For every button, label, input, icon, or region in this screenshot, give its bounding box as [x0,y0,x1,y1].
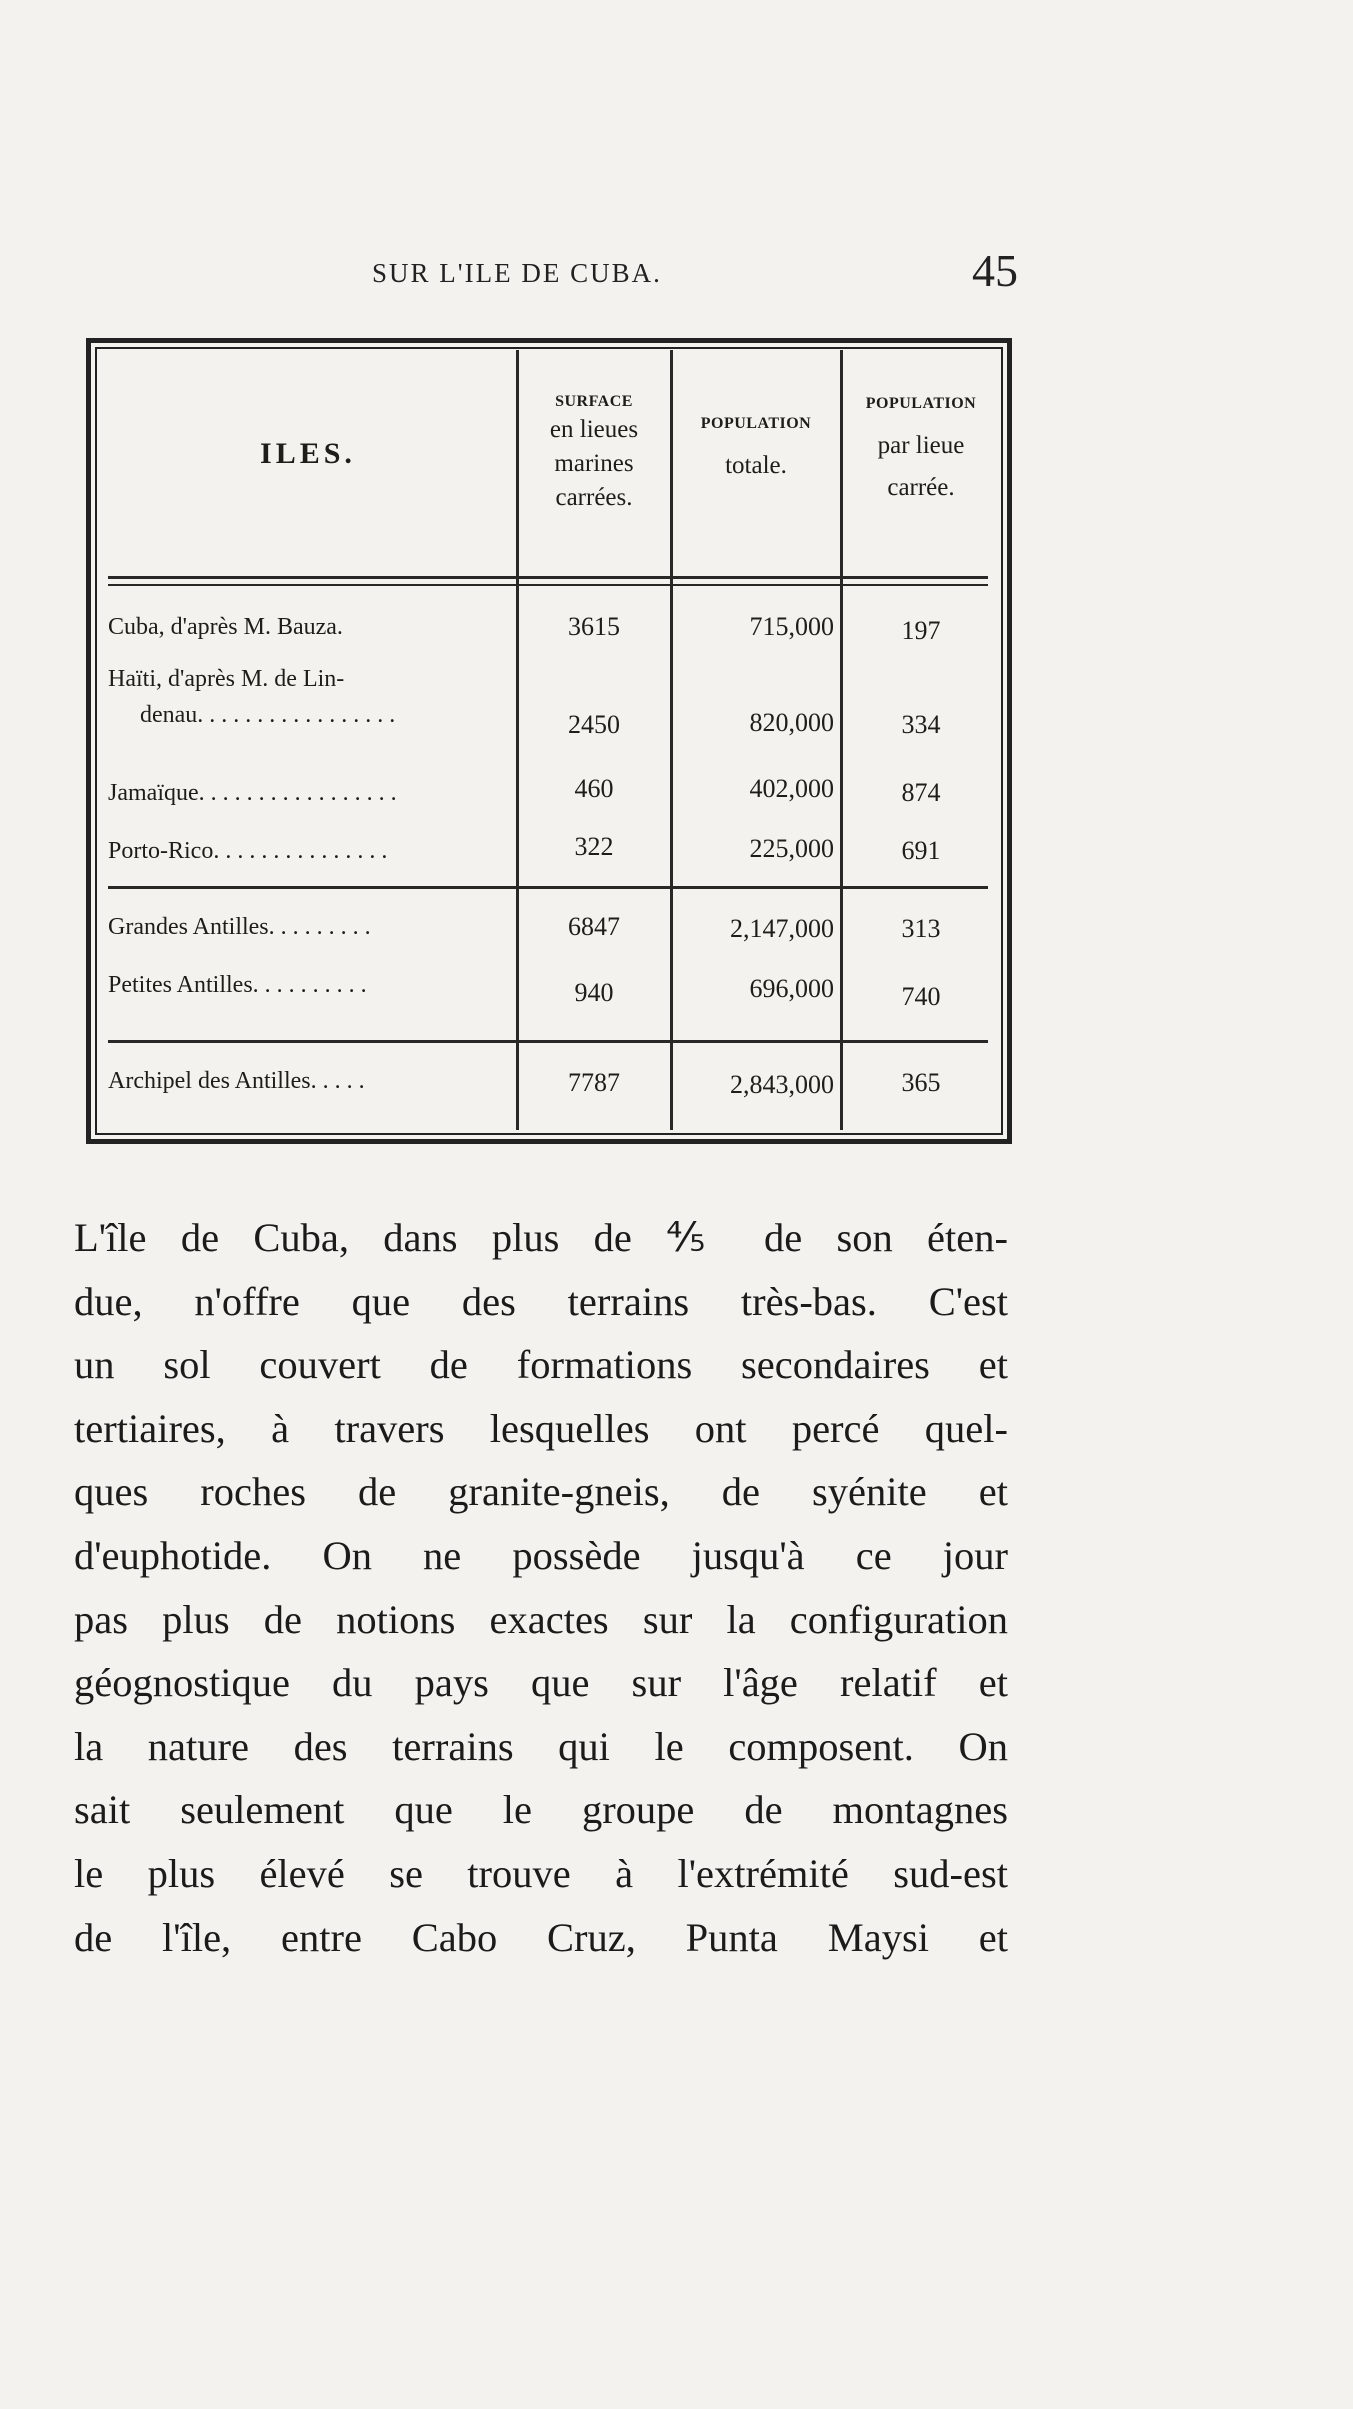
text-line: un sol couvert de formations secondaires et [74,1342,1008,1388]
row-surface: 322 [574,832,614,861]
row-island-name: Petites Antilles. . . . . . . . . . [108,972,367,998]
row-island-name: Cuba, d'après M. Bauza. [108,614,343,640]
group-rule [108,886,988,889]
row-island-name: Jamaïque. . . . . . . . . . . . . . . . . [108,780,397,806]
row-population: 2,147,000 [730,914,834,943]
column-header-density [844,394,998,503]
column-header-line: en lieues [549,416,639,444]
row-density: 365 [901,1068,941,1097]
row-surface: 2450 [568,710,620,739]
table-row [100,662,998,762]
header-rule [108,584,988,586]
body-paragraph [74,1206,1008,1969]
row-surface: 460 [574,774,614,803]
row-island-name: Porto-Rico. . . . . . . . . . . . . . . [108,838,388,864]
column-header-caps: SURFACE [555,393,633,410]
column-header-iles: ILES. [260,437,356,470]
column-header-line: marines [554,450,634,478]
row-density: 313 [901,914,941,943]
text-line: L'île de Cuba, dans plus de ⅘ de son éten- [74,1215,1008,1260]
row-density: 197 [901,616,941,645]
row-population: 715,000 [749,612,834,641]
text-line: le plus élevé se trouve à l'extrémité sud-est [74,1850,1008,1896]
table-row [100,900,998,960]
table-row [100,816,998,876]
text-line: ques roches de granite-gneis, de syénite et [74,1469,1008,1515]
row-density: 740 [901,982,941,1011]
row-surface: 7787 [568,1068,620,1097]
row-surface: 3615 [568,612,620,641]
row-population: 225,000 [749,834,834,863]
text-line: due, n'offre que des terrains très-bas. C'est [74,1278,1008,1324]
islands-table [100,350,998,1130]
row-island-name: Grandes Antilles. . . . . . . . . [108,914,371,940]
row-population: 2,843,000 [730,1070,834,1099]
column-header-line: carrées. [555,484,633,512]
row-density: 691 [901,836,941,865]
text-line: de l'île, entre Cabo Cruz, Punta Maysi et [74,1914,1008,1960]
row-population: 820,000 [749,708,834,737]
table-row [100,608,998,668]
header-rule [108,576,988,579]
column-header-line: carrée. [887,474,955,502]
page-number: 45 [972,245,1018,296]
row-surface: 6847 [568,912,620,941]
table-row [100,968,998,1028]
row-island-name: Haïti, d'après M. de Lin- [108,666,345,692]
column-header-caps: POPULATION [700,415,812,432]
column-header-caps: POPULATION [865,395,977,412]
column-header-surface [520,392,668,513]
column-header-line: totale. [725,452,787,480]
running-header-title: SUR L'ILE DE CUBA. [372,258,662,288]
row-population: 402,000 [749,774,834,803]
column-header-line: par lieue [877,432,965,460]
row-density: 874 [901,778,941,807]
text-line: pas plus de notions exactes sur la configuration [74,1596,1008,1642]
text-line: d'euphotide. On ne possède jusqu'à ce jour [74,1532,1008,1578]
row-density: 334 [901,710,941,739]
row-population: 696,000 [749,974,834,1003]
row-surface: 940 [574,978,614,1007]
text-line: la nature des terrains qui le composent. On [74,1723,1008,1769]
row-island-name: Archipel des Antilles. . . . . [108,1068,365,1094]
group-rule [108,1040,988,1043]
table-row [100,1056,998,1116]
text-line: sait seulement que le groupe de montagnes [74,1787,1008,1833]
text-line: tertiaires, à travers lesquelles ont percé quel- [74,1405,1008,1451]
text-line: géognostique du pays que sur l'âge relatif et [74,1660,1008,1706]
column-header-population [674,414,838,481]
row-island-name: denau. . . . . . . . . . . . . . . . . [140,702,396,728]
